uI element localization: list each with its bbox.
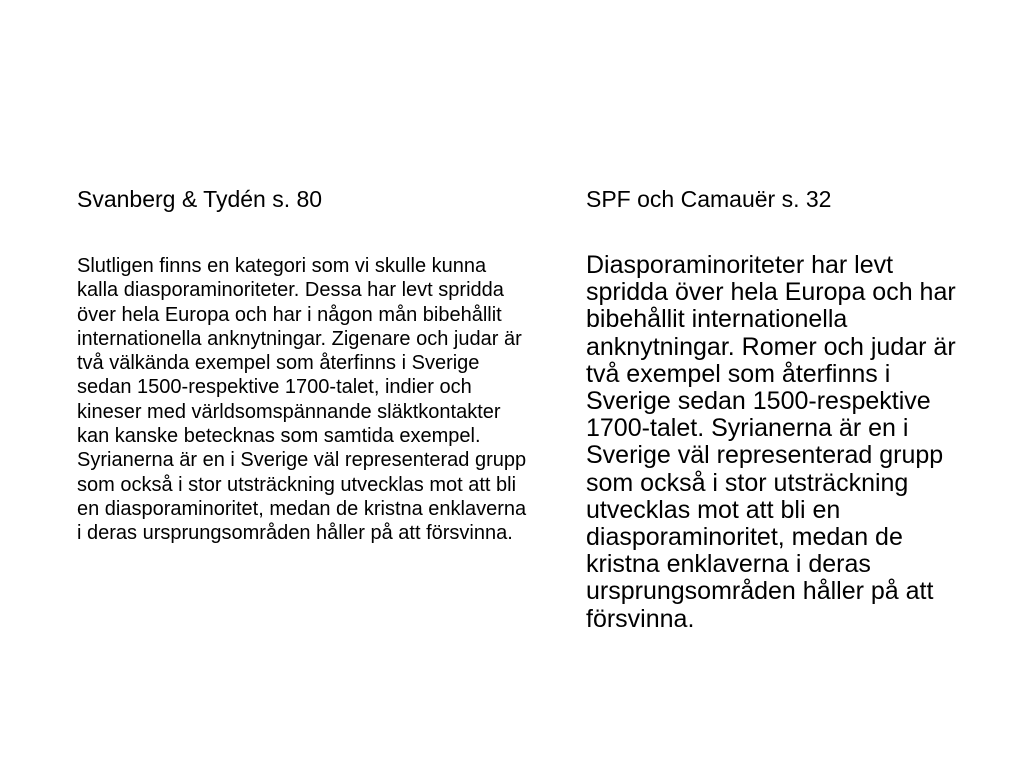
left-column-body: Slutligen finns en kategori som vi skulle kunna kalla diasporaminoriteter. Dessa har levt spridda över hela Europa och har i någon mån bibehållit internationella anknytningar. Zigenare och judar är två välkända exempel som återfinns i Sverige sedan 1500-respektive 1700-talet, indier och kineser med världsomspännande släktkontakter kan kanske betecknas som samtida exempel. Syrianerna är en i Sverige väl representerad grupp som också i stor utsträckning utvecklas mot att bli en diasporaminoritet, medan de kristna enklaverna i deras ursprungsområden håller på att försvinna. — [77, 255, 527, 545]
right-column — [586, 182, 981, 633]
left-column — [77, 182, 532, 546]
right-column-heading: SPF och Camauër s. 32 — [586, 186, 832, 212]
right-column-body: Diasporaminoriteter har levt spridda över hela Europa och har bibehållit internationella anknytningar. Romer och judar är två exempel som återfinns i Sverige sedan 1500-respektive 1700-talet. Syrianerna är en i Sverige väl representerad grupp som också i stor utsträckning utvecklas mot att bli en diasporaminoritet, medan de kristna enklaverna i deras ursprungsområden håller på att försvinna. — [586, 251, 956, 633]
left-column-heading: Svanberg & Tydén s. 80 — [77, 186, 323, 212]
